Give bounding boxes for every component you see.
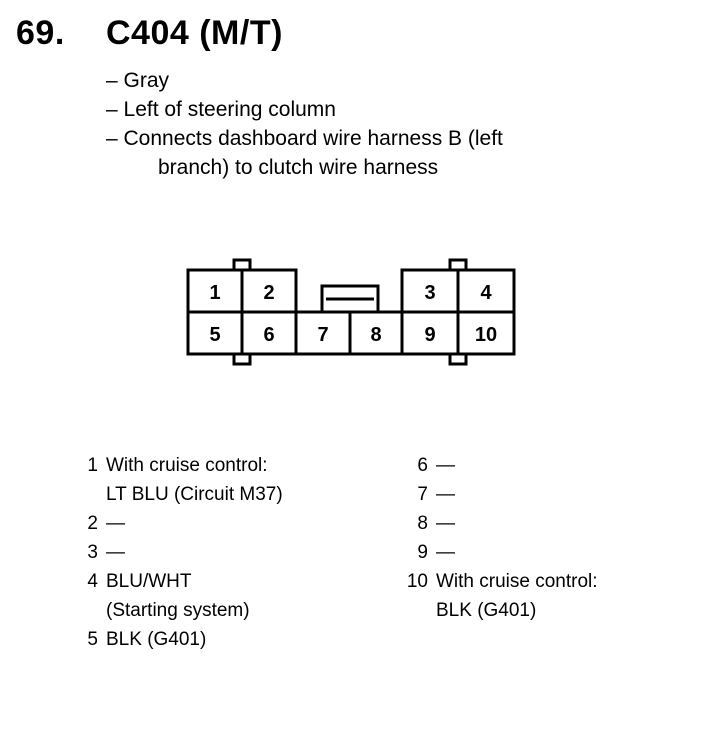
pin-number: 5	[87, 629, 98, 650]
connector-face-diagram	[180, 252, 524, 372]
section-number: 69.	[16, 14, 65, 52]
guide-tab-bottom-right	[450, 354, 466, 364]
pin-description-line: BLK (G401)	[106, 629, 207, 650]
pin-number: 3	[87, 542, 98, 563]
pin-number: 4	[87, 571, 98, 592]
pin-description	[106, 451, 283, 509]
pinout-row	[70, 451, 283, 509]
pin-label-10: 10	[474, 324, 498, 346]
pin-description-line: —	[436, 542, 455, 563]
pin-label-2: 2	[263, 282, 275, 304]
guide-tab-top-left	[234, 260, 250, 270]
pinout-row	[390, 538, 598, 567]
pin-description-line: —	[436, 513, 455, 534]
connector-description	[106, 66, 503, 182]
pinout-list-left	[70, 451, 283, 654]
pin-label-3: 3	[424, 282, 436, 304]
pin-description-line: —	[106, 513, 125, 534]
pin-description-line: —	[436, 484, 455, 505]
pinout-row	[390, 451, 598, 480]
pinout-row	[70, 509, 283, 538]
description-line: – Connects dashboard wire harness B (left	[106, 127, 503, 150]
pin-number: 8	[417, 513, 428, 534]
pinout-row	[70, 538, 283, 567]
pin-number: 2	[87, 513, 98, 534]
pinout-row	[70, 567, 283, 625]
pin-description-line: LT BLU (Circuit M37)	[106, 484, 283, 505]
pin-label-6: 6	[263, 324, 275, 346]
pin-description-line: With cruise control:	[106, 455, 268, 476]
pin-number: 9	[417, 542, 428, 563]
pinout-row	[70, 625, 283, 654]
pin-description-line: With cruise control:	[436, 571, 598, 592]
pin-label-1: 1	[209, 282, 221, 304]
pin-number: 6	[417, 455, 428, 476]
pin-description-line: BLU/WHT	[106, 571, 192, 592]
pin-description-line: —	[436, 455, 455, 476]
description-line: – Left of steering column	[106, 98, 336, 121]
description-line: branch) to clutch wire harness	[158, 156, 439, 179]
pin-label-7: 7	[317, 324, 329, 346]
pinout-row	[390, 509, 598, 538]
pinout-row	[390, 480, 598, 509]
pin-description-line: —	[106, 542, 125, 563]
pin-label-4: 4	[480, 282, 492, 304]
pin-number: 10	[406, 571, 428, 592]
pin-label-5: 5	[209, 324, 221, 346]
guide-tab-bottom-left	[234, 354, 250, 364]
connector-title: C404 (M/T)	[106, 14, 283, 52]
pin-label-8: 8	[370, 324, 382, 346]
pin-description	[436, 567, 598, 625]
pin-number: 1	[87, 455, 98, 476]
pin-description-line: (Starting system)	[106, 600, 250, 621]
pinout-row	[390, 567, 598, 625]
pin-label-9: 9	[424, 324, 436, 346]
description-line: – Gray	[106, 69, 170, 92]
pin-description	[106, 567, 250, 625]
guide-tab-top-right	[450, 260, 466, 270]
pin-description-line: BLK (G401)	[436, 600, 537, 621]
pinout-list-right	[390, 451, 598, 625]
pin-number: 7	[417, 484, 428, 505]
